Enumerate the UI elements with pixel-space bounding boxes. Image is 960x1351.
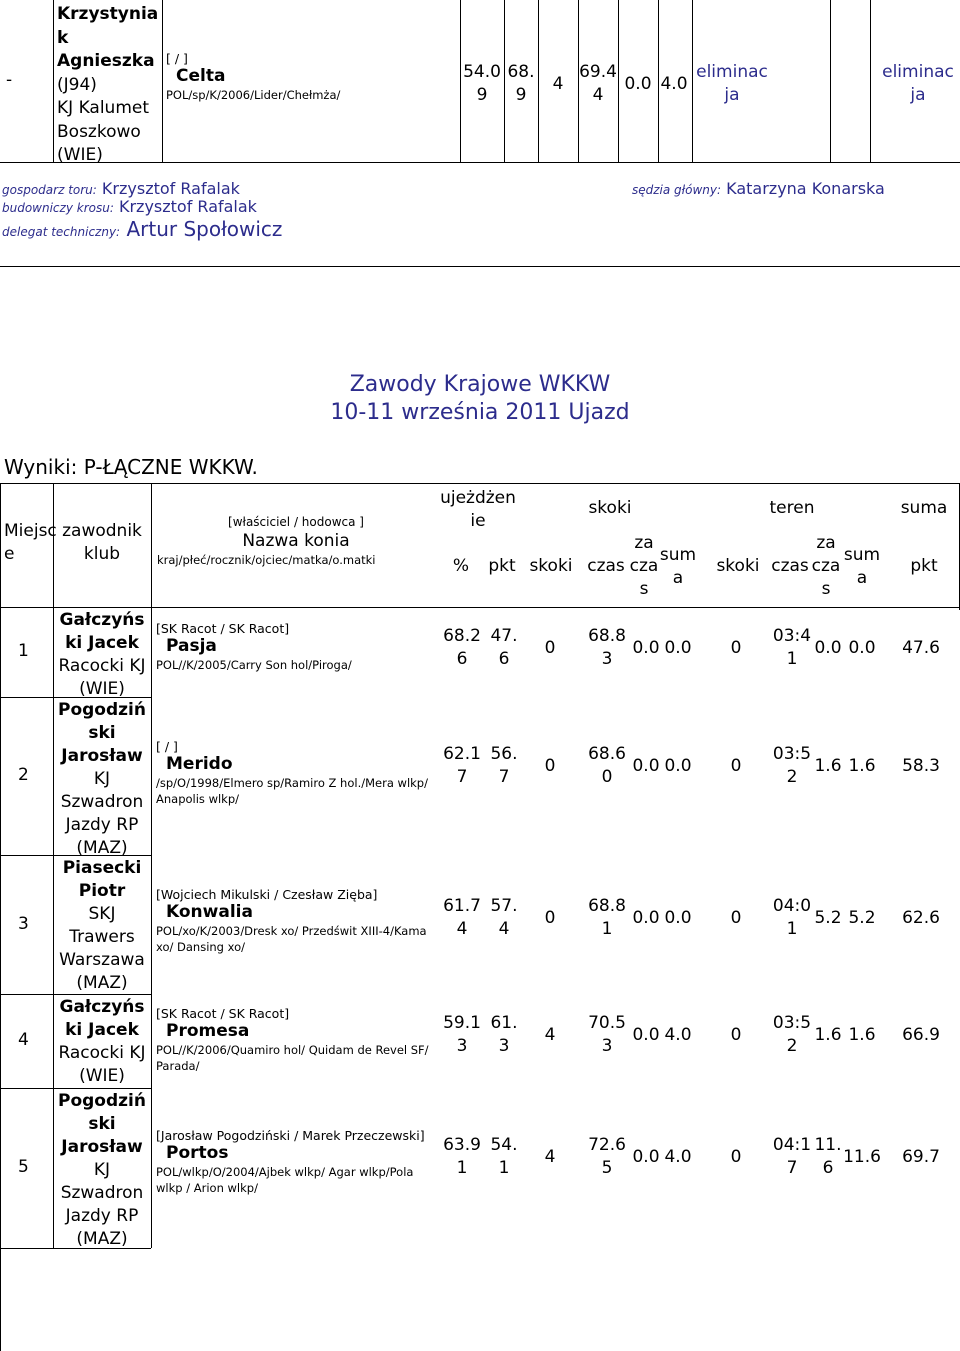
value-line: 03:4 — [772, 626, 812, 646]
rider-line: Jazdy RP — [65, 815, 139, 835]
value-line: 6 — [822, 1158, 834, 1178]
row-horse — [156, 1128, 438, 1196]
header-total-pkt: pkt — [910, 556, 938, 576]
header-dressage: ujeżdżen ie — [440, 488, 516, 531]
value-line: 2 — [786, 1036, 798, 1056]
value-line: 03:5 — [772, 1013, 812, 1033]
rider-line: Racocki KJ — [58, 656, 146, 676]
header-xc: teren — [769, 498, 815, 518]
value-line: 56. — [490, 744, 518, 764]
row-xc-timepen — [810, 1134, 846, 1180]
row-jump-time — [585, 743, 629, 789]
rider-line: Szwadron — [60, 792, 144, 812]
row-xc-time — [770, 743, 814, 789]
designer-line: budowniczy krosu: Krzysztof Rafalak — [2, 197, 257, 216]
row-jump-time — [585, 625, 629, 671]
top-horse: [ / ] Celta POL/sp/K/2006/Lider/Chełmża/ — [166, 51, 341, 102]
row-horse — [156, 887, 438, 955]
horse-owner: [ / ] — [156, 739, 178, 754]
value-line: 11. — [814, 1135, 842, 1155]
row-dressage-pct — [440, 1012, 484, 1058]
row-jump-faults: 0 — [544, 756, 556, 776]
rider-line: Pogodziń — [58, 700, 146, 720]
top-czas: 69.4 4 — [579, 62, 617, 105]
row-rider — [53, 996, 151, 1088]
row-place: 1 — [18, 641, 29, 661]
value-line: 0 — [601, 767, 613, 787]
value-line: 7 — [498, 767, 510, 787]
top-suma-elim: eliminac ja — [882, 62, 954, 105]
top-place: - — [6, 70, 13, 90]
value-line: 6 — [456, 649, 468, 669]
header-total: suma — [900, 498, 948, 518]
row-xc-sum: 0.0 — [848, 638, 876, 658]
row-jump-sum: 0.0 — [664, 638, 692, 658]
value-line: 3 — [498, 1036, 510, 1056]
row-dressage-pkt — [484, 625, 524, 671]
row-xc-time — [770, 1134, 814, 1180]
value-line: 04:1 — [772, 1135, 812, 1155]
horse-owner: [Jarosław Pogodziński / Marek Przeczewski] — [156, 1128, 425, 1143]
row-jump-timepen: 0.0 — [632, 1147, 660, 1167]
row-xc-timepen: 5.2 — [814, 908, 842, 928]
row-dressage-pct — [440, 625, 484, 671]
row-xc-faults: 0 — [730, 1025, 742, 1045]
rider-line: Racocki KJ — [58, 1043, 146, 1063]
horse-name: Konwalia — [166, 902, 253, 922]
row-horse — [156, 621, 438, 673]
row-rider — [53, 857, 151, 995]
rider-line: Warszawa — [59, 950, 145, 970]
rider-line: Piotr — [78, 881, 126, 901]
value-line: 61. — [490, 1013, 518, 1033]
value-line: 7 — [786, 1158, 798, 1178]
row-dressage-pct — [440, 743, 484, 789]
rider-line: ki Jacek — [65, 1020, 139, 1040]
row-jump-time — [585, 1134, 629, 1180]
value-line: 1 — [601, 919, 613, 939]
top-pct: 54.0 9 — [463, 62, 501, 105]
value-line: 3 — [601, 649, 613, 669]
value-line: 1 — [786, 649, 798, 669]
row-jump-faults: 0 — [544, 638, 556, 658]
row-jump-timepen: 0.0 — [632, 1025, 660, 1045]
row-jump-sum: 0.0 — [664, 908, 692, 928]
horse-pedigree: POL//K/2005/Carry Son hol/Piroga/ — [156, 658, 352, 672]
header-j-zaczas: za cza s — [629, 533, 659, 599]
row-rider — [53, 1090, 151, 1251]
row-dressage-pkt — [484, 1012, 524, 1058]
rider-line: Gałczyńs — [59, 610, 145, 630]
value-line: 7 — [456, 767, 468, 787]
top-sum: 4.0 — [660, 74, 688, 94]
header-x-czas: czas — [771, 556, 809, 576]
header-horse: [właściciel / hodowca ] Nazwa konia kraj/płeć/rocznik/ojciec/matka/o.matki — [157, 515, 376, 567]
horse-pedigree: POL/xo/K/2003/Dresk xo/ Przedświt XIII-4/Kama xo/ Dansing xo/ — [156, 924, 427, 954]
row-horse — [156, 739, 438, 807]
rider-line: ski — [88, 723, 116, 743]
rider-line: (WIE) — [79, 679, 125, 699]
delegate-line: delegat techniczny: Artur Społowicz — [2, 217, 283, 241]
row-xc-timepen: 0.0 — [814, 638, 842, 658]
horse-name: Merido — [166, 754, 233, 774]
header-j-sum: sum a — [659, 545, 697, 588]
horse-owner: [SK Racot / SK Racot] — [156, 621, 290, 636]
rider-line: Trawers — [69, 927, 135, 947]
row-total: 47.6 — [902, 638, 940, 658]
row-xc-time — [770, 1012, 814, 1058]
row-jump-sum: 4.0 — [664, 1147, 692, 1167]
row-jump-faults: 0 — [544, 908, 556, 928]
value-line: 68.6 — [588, 744, 626, 764]
row-jump-timepen: 0.0 — [632, 638, 660, 658]
value-line: 68.8 — [588, 896, 626, 916]
row-xc-timepen: 1.6 — [814, 756, 842, 776]
horse-pedigree: /sp/O/1998/Elmero sp/Ramiro Z hol./Mera wlkp/ Anapolis wlkp/ — [156, 776, 428, 806]
row-dressage-pct — [440, 1134, 484, 1180]
header-jumping: skoki — [588, 498, 632, 518]
rider-line: SKJ — [88, 904, 116, 924]
horse-owner: [Wojciech Mikulski / Czesław Zięba] — [156, 887, 378, 902]
value-line: 4 — [498, 919, 510, 939]
results-label: Wyniki: P-ŁĄCZNE WKKW. — [4, 455, 258, 479]
value-line: 47. — [490, 626, 518, 646]
row-xc-faults: 0 — [730, 1147, 742, 1167]
value-line: 62.1 — [443, 744, 481, 764]
top-teren-elim: eliminac ja — [696, 62, 768, 105]
value-line: 1 — [456, 1158, 468, 1178]
rider-line: Jarosław — [61, 1137, 143, 1157]
row-jump-faults: 4 — [544, 1147, 556, 1167]
row-xc-faults: 0 — [730, 908, 742, 928]
value-line: 57. — [490, 896, 518, 916]
header-j-czas: czas — [587, 556, 625, 576]
header-place: Miejsc e — [4, 521, 57, 564]
row-jump-timepen: 0.0 — [632, 908, 660, 928]
row-rider — [53, 609, 151, 701]
row-dressage-pkt — [484, 1134, 524, 1180]
row-jump-sum: 4.0 — [664, 1025, 692, 1045]
value-line: 70.5 — [588, 1013, 626, 1033]
row-xc-time — [770, 895, 814, 941]
horse-name: Promesa — [166, 1021, 250, 1041]
value-line: 3 — [601, 1036, 613, 1056]
value-line: 03:5 — [772, 744, 812, 764]
rider-line: (WIE) — [79, 1066, 125, 1086]
row-jump-faults: 4 — [544, 1025, 556, 1045]
top-pkt: 68. 9 — [507, 62, 535, 105]
value-line: 68.8 — [588, 626, 626, 646]
host-line: gospodarz toru: Krzysztof Rafalak — [2, 179, 240, 198]
value-line: 5 — [601, 1158, 613, 1178]
value-line: 6 — [498, 649, 510, 669]
horse-name: Portos — [166, 1143, 229, 1163]
header-j-skoki: skoki — [529, 556, 573, 576]
row-horse — [156, 1006, 438, 1074]
horse-pedigree: POL//K/2006/Quamiro hol/ Quidam de Revel SF/ Parada/ — [156, 1043, 429, 1073]
rider-line: Jarosław — [61, 746, 143, 766]
row-place: 5 — [18, 1157, 29, 1177]
rider-line: (MAZ) — [76, 838, 128, 858]
rider-line: Szwadron — [60, 1183, 144, 1203]
value-line: 1 — [498, 1158, 510, 1178]
header-x-zaczas: za cza s — [811, 533, 841, 599]
rider-line: (MAZ) — [76, 1229, 128, 1249]
row-rider — [53, 699, 151, 860]
horse-name: Pasja — [166, 636, 217, 656]
rider-line: (MAZ) — [76, 973, 128, 993]
rider-line: Piasecki — [62, 858, 142, 878]
header-x-sum: sum a — [843, 545, 881, 588]
value-line: 4 — [456, 919, 468, 939]
rider-line: Jazdy RP — [65, 1206, 139, 1226]
rider-line: KJ — [93, 769, 111, 789]
row-jump-time — [585, 1012, 629, 1058]
row-xc-faults: 0 — [730, 638, 742, 658]
header-pkt: pkt — [488, 556, 516, 576]
row-xc-sum: 1.6 — [848, 1025, 876, 1045]
event-title: Zawody Krajowe WKKW — [349, 372, 611, 397]
value-line: 04:0 — [772, 896, 812, 916]
top-skoki: 4 — [552, 74, 564, 94]
row-xc-sum: 11.6 — [843, 1147, 881, 1167]
row-total: 66.9 — [902, 1025, 940, 1045]
row-place: 2 — [18, 765, 29, 785]
horse-owner: [SK Racot / SK Racot] — [156, 1006, 290, 1021]
row-xc-time — [770, 625, 814, 671]
header-rider: zawodnik klub — [62, 521, 142, 564]
row-dressage-pct — [440, 895, 484, 941]
value-line: 61.7 — [443, 896, 481, 916]
value-line: 54. — [490, 1135, 518, 1155]
rider-line: ki Jacek — [65, 633, 139, 653]
row-jump-timepen: 0.0 — [632, 756, 660, 776]
row-xc-timepen: 1.6 — [814, 1025, 842, 1045]
row-place: 4 — [18, 1030, 29, 1050]
header-pct: % — [452, 556, 470, 576]
rider-line: Pogodziń — [58, 1091, 146, 1111]
row-xc-sum: 5.2 — [848, 908, 876, 928]
row-total: 62.6 — [902, 908, 940, 928]
row-xc-faults: 0 — [730, 756, 742, 776]
top-zaczas: 0.0 — [624, 74, 652, 94]
row-dressage-pkt — [484, 895, 524, 941]
rider-line: ski — [88, 1114, 116, 1134]
horse-pedigree: POL/wlkp/O/2004/Ajbek wlkp/ Agar wlkp/Pola wlkp / Arion wlkp/ — [156, 1165, 414, 1195]
header-x-skoki: skoki — [716, 556, 760, 576]
value-line: 2 — [786, 767, 798, 787]
top-rider: Krzystynia k Agnieszka (J94) KJ Kalumet Boszkowo (WIE) — [57, 4, 159, 165]
value-line: 72.6 — [588, 1135, 626, 1155]
rider-line: Gałczyńs — [59, 997, 145, 1017]
value-line: 68.2 — [443, 626, 481, 646]
rider-line: KJ — [93, 1160, 111, 1180]
event-subtitle: 10-11 września 2011 Ujazd — [330, 400, 630, 425]
value-line: 63.9 — [443, 1135, 481, 1155]
row-dressage-pkt — [484, 743, 524, 789]
row-jump-sum: 0.0 — [664, 756, 692, 776]
value-line: 1 — [786, 919, 798, 939]
judge-line: sędzia główny: Katarzyna Konarska — [632, 179, 885, 198]
row-xc-sum: 1.6 — [848, 756, 876, 776]
value-line: 59.1 — [443, 1013, 481, 1033]
row-place: 3 — [18, 913, 29, 934]
row-total: 69.7 — [902, 1147, 940, 1167]
value-line: 3 — [456, 1036, 468, 1056]
row-jump-time — [585, 895, 629, 941]
row-total: 58.3 — [902, 756, 940, 776]
